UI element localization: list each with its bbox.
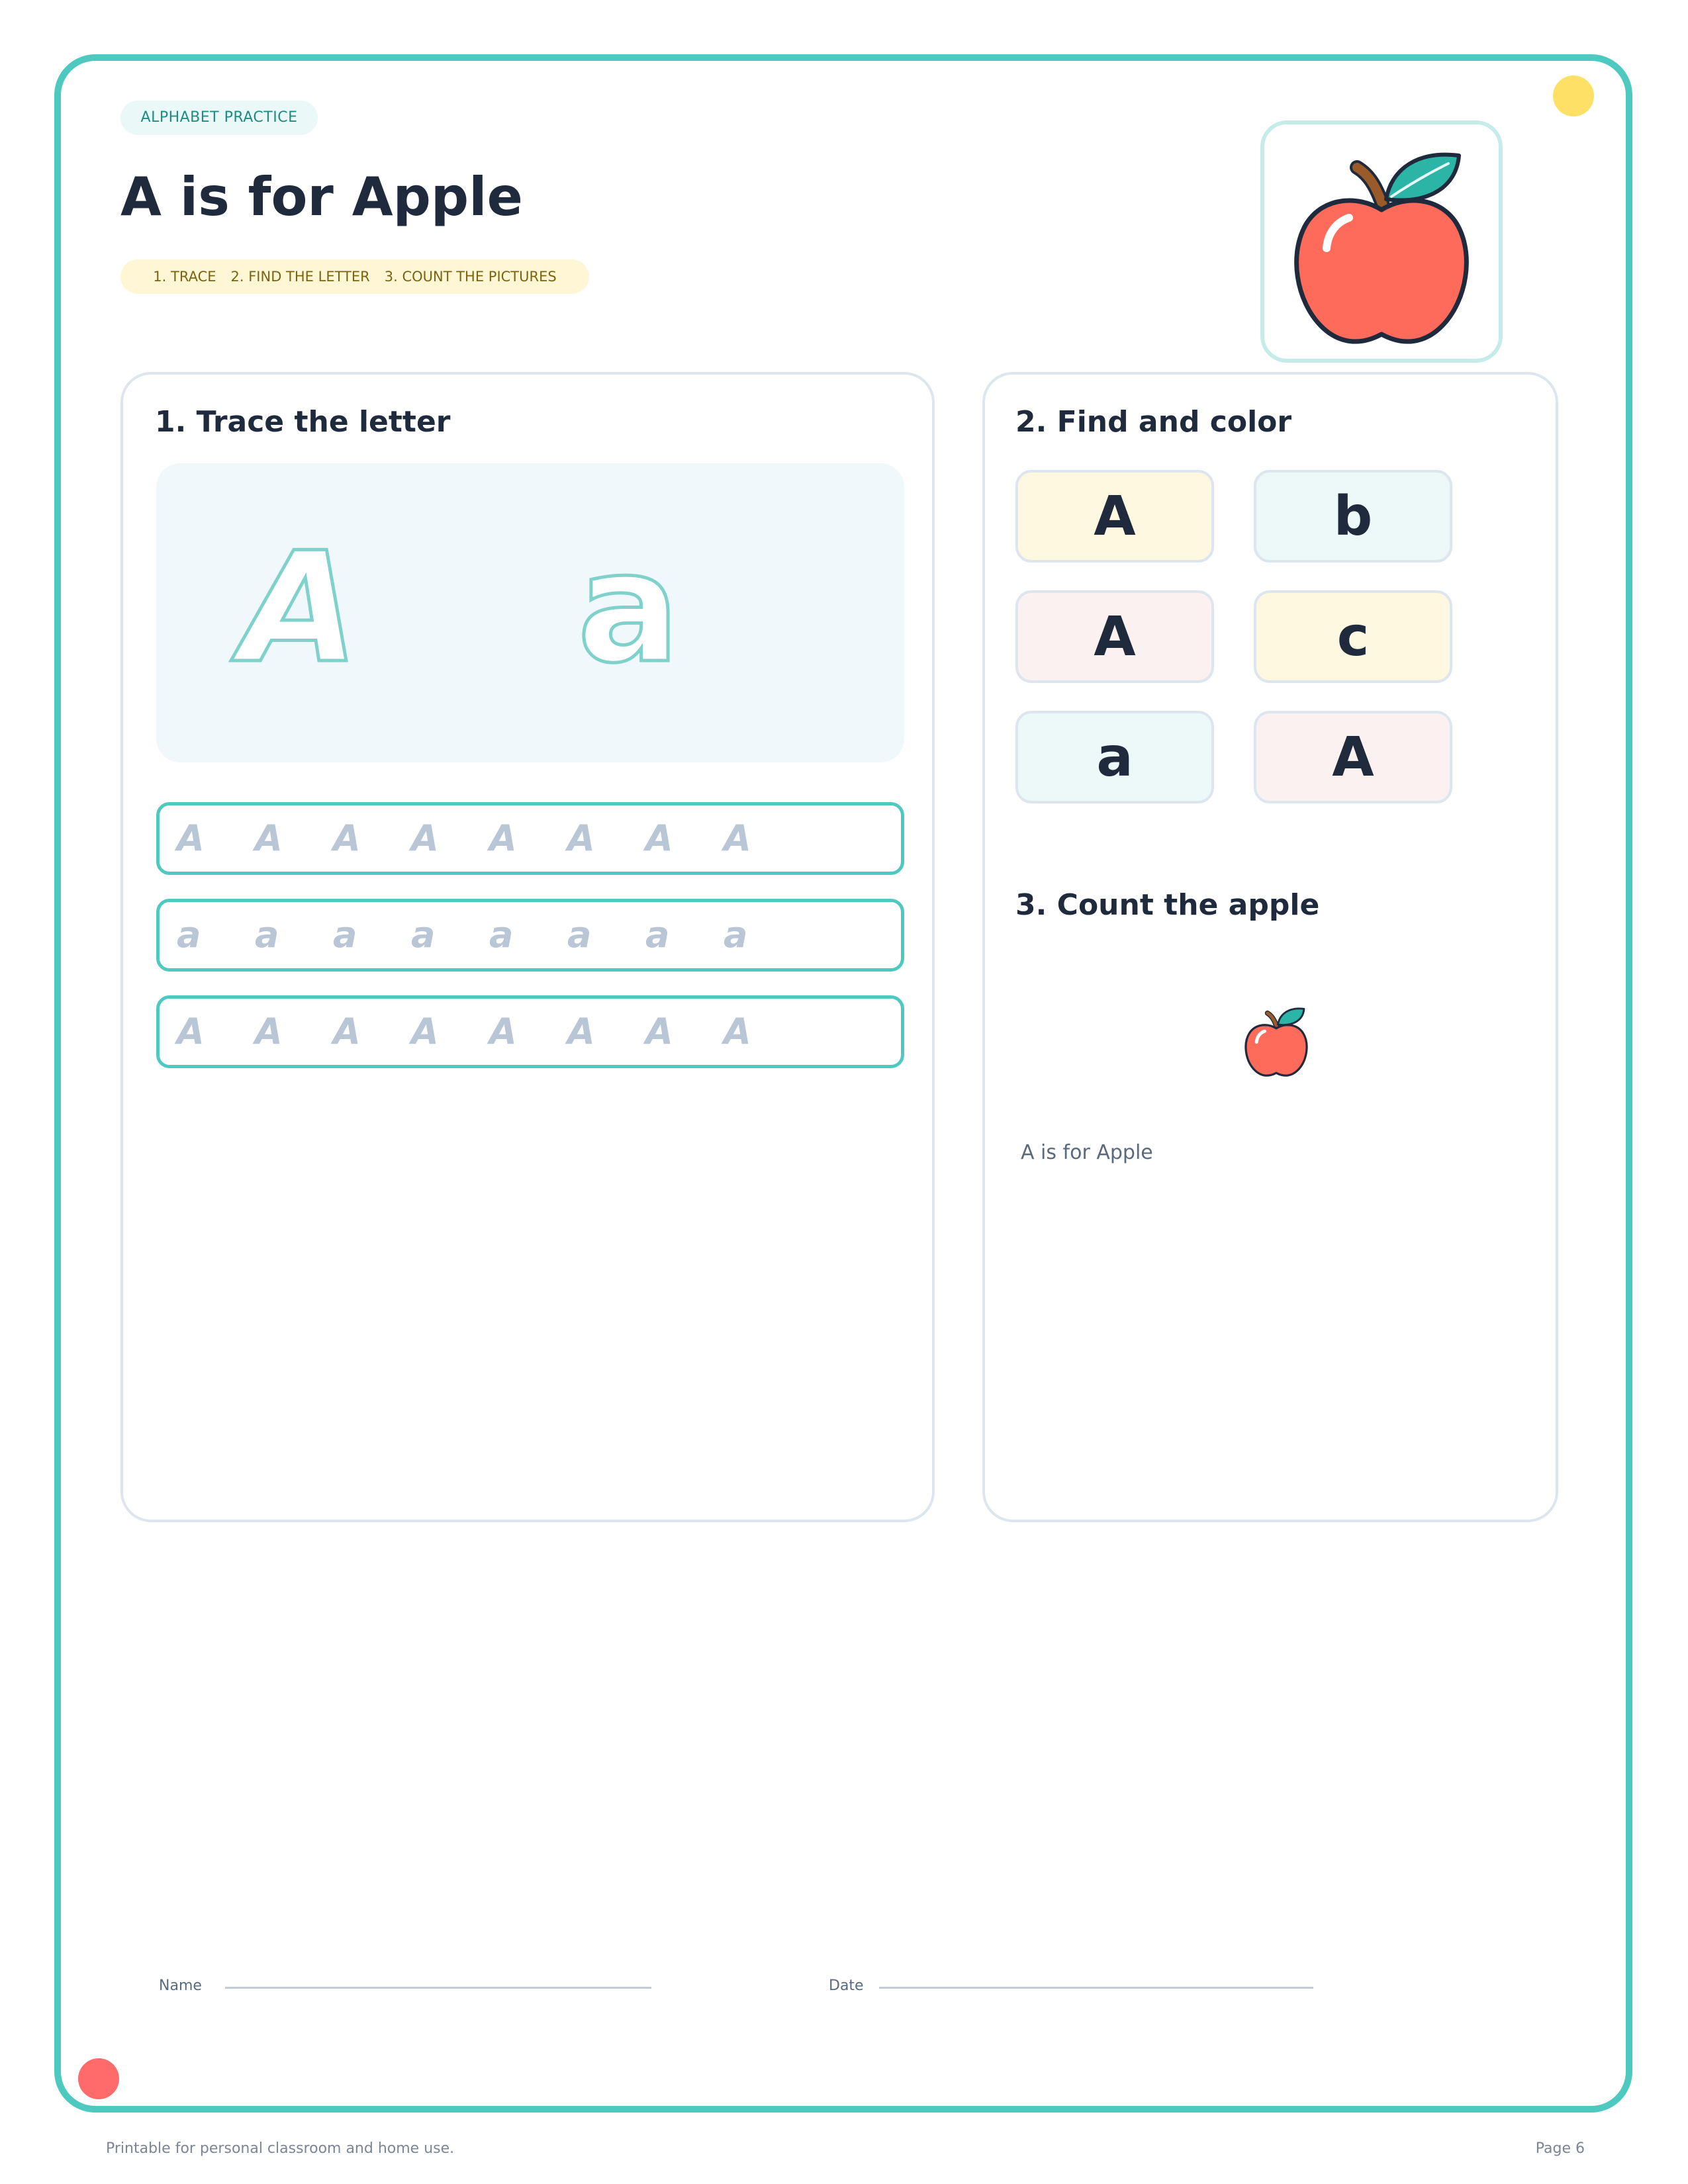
find-tile[interactable]: A xyxy=(1015,590,1214,683)
category-tag: ALPHABET PRACTICE xyxy=(120,101,318,135)
trace-letter: A xyxy=(255,817,283,859)
name-line[interactable] xyxy=(225,1987,651,1989)
count-caption: A is for Apple xyxy=(1021,1141,1153,1164)
trace-letter: a xyxy=(411,914,436,956)
step-label: 2. FIND THE LETTER xyxy=(230,269,370,285)
name-label: Name xyxy=(159,1978,202,1994)
trace-demo-box xyxy=(156,463,904,762)
trace-letter: A xyxy=(489,1011,517,1052)
trace-letter: A xyxy=(411,817,439,859)
count-apples-area[interactable] xyxy=(1237,997,1316,1083)
find-tile[interactable]: a xyxy=(1015,711,1214,803)
trace-letter: A xyxy=(411,1011,439,1052)
page-number: Page 6 xyxy=(1535,2140,1585,2157)
outline-uppercase-letter[interactable]: A xyxy=(241,520,359,697)
trace-letter: A xyxy=(333,1011,361,1052)
date-label: Date xyxy=(829,1978,864,1994)
count-section-title: 3. Count the apple xyxy=(1015,888,1320,922)
find-tile[interactable]: A xyxy=(1254,711,1452,803)
find-section-title: 2. Find and color xyxy=(1015,405,1292,439)
trace-letter: A xyxy=(645,817,673,859)
trace-panel xyxy=(120,372,935,1522)
trace-letter: a xyxy=(333,914,357,956)
trace-letter: A xyxy=(333,817,361,859)
footer-note: Printable for personal classroom and home use. xyxy=(106,2140,455,2157)
apple-icon xyxy=(1242,1001,1311,1078)
trace-row-lowercase[interactable] xyxy=(156,899,904,972)
steps-badge xyxy=(120,259,589,294)
trace-row-uppercase-2[interactable] xyxy=(156,995,904,1068)
trace-letter: A xyxy=(724,817,751,859)
page-title: A is for Apple xyxy=(120,166,523,228)
trace-letter: A xyxy=(645,1011,673,1052)
trace-letter: a xyxy=(567,914,592,956)
find-tile[interactable]: b xyxy=(1254,470,1452,563)
trace-letter: A xyxy=(724,1011,751,1052)
find-tile[interactable]: c xyxy=(1254,590,1452,683)
apple-icon xyxy=(1286,136,1477,347)
decor-dot-yellow xyxy=(1553,75,1594,116)
decor-dot-red xyxy=(78,2058,119,2099)
trace-letter: A xyxy=(567,817,595,859)
trace-letter: a xyxy=(255,914,279,956)
find-letter-grid xyxy=(1015,470,1452,803)
trace-letter: A xyxy=(489,817,517,859)
trace-letter: A xyxy=(567,1011,595,1052)
trace-section-title: 1. Trace the letter xyxy=(155,405,451,439)
find-tile[interactable]: A xyxy=(1015,470,1214,563)
hero-apple-card xyxy=(1260,120,1503,363)
step-label: 1. TRACE xyxy=(153,269,216,285)
trace-letter: A xyxy=(177,817,205,859)
trace-letter: a xyxy=(724,914,748,956)
outline-lowercase-letter[interactable]: a xyxy=(577,520,680,697)
trace-letter: A xyxy=(255,1011,283,1052)
trace-letter: a xyxy=(489,914,514,956)
step-label: 3. COUNT THE PICTURES xyxy=(384,269,557,285)
trace-letter: A xyxy=(177,1011,205,1052)
date-line[interactable] xyxy=(879,1987,1313,1989)
find-count-panel xyxy=(982,372,1558,1522)
trace-row-uppercase-1[interactable] xyxy=(156,802,904,875)
trace-letter: a xyxy=(177,914,201,956)
trace-letter: a xyxy=(645,914,670,956)
